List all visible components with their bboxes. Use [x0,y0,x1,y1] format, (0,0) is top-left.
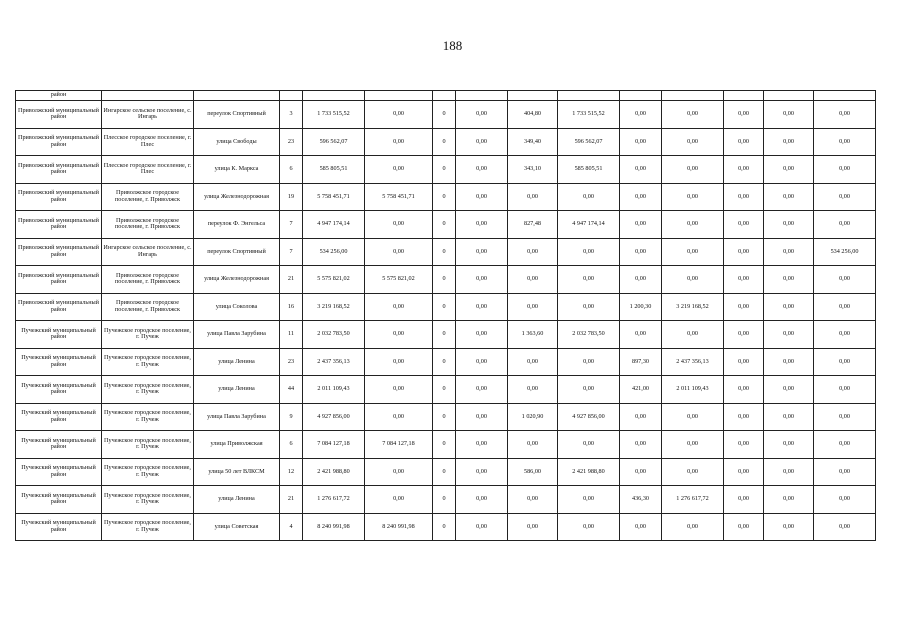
table-cell: Пучежское городское поселение, г. Пучеж [102,513,194,541]
table-cell: 0,00 [558,183,620,211]
table-cell: улица Павла Зарубина [194,403,280,431]
table-cell: Пучежское городское поселение, г. Пучеж [102,348,194,376]
table-cell: 0,00 [456,156,508,184]
table-cell: 534 256,00 [303,238,365,266]
table-row [16,211,876,239]
table-cell: 436,30 [620,486,662,514]
table-cell: Плесское городское поселение, г. Плес [102,156,194,184]
table-cell: 1 363,60 [508,321,558,349]
table-cell: Приволжское городское поселение, г. Приволжск [102,293,194,321]
table-cell: 0,00 [508,183,558,211]
table-cell: улица Соколова [194,293,280,321]
table-cell: 0,00 [456,348,508,376]
table-cell: 596 562,07 [558,128,620,156]
table-cell: переулок Ф. Энгельса [194,211,280,239]
table-cell: 7 [280,211,303,239]
table-cell: 7 084 127,18 [303,431,365,459]
table-cell: улица Железнодорожная [194,183,280,211]
table-cell: 0,00 [365,101,433,129]
table-row [16,348,876,376]
table-cell: Пучежский муниципальный район [16,376,102,404]
table-cell: 5 758 451,71 [365,183,433,211]
table-cell: 0 [433,458,456,486]
table-cell: Приволжское городское поселение, г. Приволжск [102,183,194,211]
table-row [16,238,876,266]
table-cell: 0,00 [365,403,433,431]
table-cell: 0,00 [764,293,814,321]
table-cell: 0,00 [724,266,764,294]
table-cell: 44 [280,376,303,404]
table-cell: Пучежский муниципальный район [16,486,102,514]
table-row [16,486,876,514]
table-cell [508,91,558,101]
table-cell: улица К. Маркса [194,156,280,184]
table-cell: 0,00 [662,513,724,541]
table-cell: 0,00 [814,156,876,184]
table-cell: 0,00 [724,101,764,129]
table-cell: Приволжский муниципальный район [16,156,102,184]
table-cell: 6 [280,156,303,184]
table-cell: 0,00 [764,238,814,266]
table-cell: 1 200,30 [620,293,662,321]
table-cell: Пучежское городское поселение, г. Пучеж [102,321,194,349]
table-cell: 0,00 [365,211,433,239]
table-cell: 19 [280,183,303,211]
table-cell: 0,00 [814,183,876,211]
table-cell: 0,00 [724,321,764,349]
table-cell: улица Ленина [194,486,280,514]
table-cell: 0,00 [620,458,662,486]
table-row [16,128,876,156]
table-cell: 0,00 [456,238,508,266]
table-cell: Приволжский муниципальный район [16,183,102,211]
table-cell: 0,00 [558,376,620,404]
table-cell: 585 805,51 [303,156,365,184]
table-cell: 0,00 [620,266,662,294]
table-cell: 0,00 [764,128,814,156]
table-cell: Пучежский муниципальный район [16,403,102,431]
table-cell: 9 [280,403,303,431]
table-cell: 0 [433,403,456,431]
table-cell [102,91,194,101]
table-cell: 0,00 [764,431,814,459]
table-cell: 5 575 821,02 [365,266,433,294]
table-cell: 0,00 [456,183,508,211]
table-cell: улица Ленина [194,376,280,404]
table-cell: 897,30 [620,348,662,376]
table-row [16,376,876,404]
table-cell [456,91,508,101]
table-cell: 0,00 [508,348,558,376]
table-cell: 2 437 356,13 [662,348,724,376]
table-cell [303,91,365,101]
table-cell: 1 020,90 [508,403,558,431]
table-cell: 0,00 [365,156,433,184]
table-cell: 585 805,51 [558,156,620,184]
table-cell: 0,00 [662,458,724,486]
table-cell: 0,00 [508,376,558,404]
table-cell: 0,00 [558,238,620,266]
table-cell: 8 240 991,98 [365,513,433,541]
table-cell: 0,00 [814,348,876,376]
table-cell: 8 240 991,98 [303,513,365,541]
table-cell: 0 [433,376,456,404]
table-cell: 0,00 [365,321,433,349]
table-cell: 0,00 [508,431,558,459]
table-cell: 4 947 174,14 [558,211,620,239]
table-cell: 586,00 [508,458,558,486]
table-cell [558,91,620,101]
table-cell: 0,00 [456,376,508,404]
table-cell: 0,00 [508,266,558,294]
table-cell: 0,00 [662,266,724,294]
table-cell: 0,00 [662,128,724,156]
table-cell: 0,00 [662,321,724,349]
table-cell: улица 50 лет ВЛКСМ [194,458,280,486]
table-cell: 0,00 [724,403,764,431]
table-row [16,293,876,321]
table-cell: 0 [433,101,456,129]
table-cell: 0,00 [456,403,508,431]
table-cell: 0 [433,156,456,184]
table-cell: 0,00 [724,156,764,184]
table-cell: 0,00 [558,348,620,376]
table-cell [764,91,814,101]
table-cell: Плесское городское поселение, г. Плес [102,128,194,156]
table-cell: 349,40 [508,128,558,156]
table-cell: Пучежское городское поселение, г. Пучеж [102,431,194,459]
table-cell [724,91,764,101]
table-cell: 2 032 783,50 [558,321,620,349]
table-cell: 0,00 [662,211,724,239]
table-cell: 0,00 [724,128,764,156]
table-row [16,266,876,294]
table-cell: 5 758 451,71 [303,183,365,211]
table-cell: 0,00 [764,211,814,239]
table-cell: 0,00 [724,458,764,486]
table-cell: 0,00 [558,293,620,321]
table-cell: 0,00 [814,458,876,486]
table-cell: Пучежское городское поселение, г. Пучеж [102,403,194,431]
table-cell: 0,00 [764,513,814,541]
table-cell: 23 [280,348,303,376]
table-cell: 7 [280,238,303,266]
table-cell: 0,00 [620,403,662,431]
table-cell: 12 [280,458,303,486]
table-cell: Приволжское городское поселение, г. Приволжск [102,211,194,239]
table-cell: 0,00 [508,238,558,266]
table-cell: Ингарское сельское поселение, с. Ингарь [102,101,194,129]
table-cell: 2 421 988,80 [558,458,620,486]
table-cell: 0,00 [620,128,662,156]
table-cell: 404,80 [508,101,558,129]
table-cell: Приволжский муниципальный район [16,238,102,266]
table-cell: 0,00 [620,513,662,541]
table-cell: Пучежский муниципальный район [16,321,102,349]
table-cell: 0,00 [814,101,876,129]
table-cell: 0,00 [620,238,662,266]
table-cell [814,91,876,101]
table-cell: 0,00 [764,403,814,431]
table-cell: 0,00 [456,513,508,541]
table-cell: 1 276 617,72 [303,486,365,514]
table-cell: 0,00 [764,321,814,349]
table-cell: Приволжский муниципальный район [16,101,102,129]
table-row [16,101,876,129]
table-cell: 0,00 [724,348,764,376]
table-cell: 0,00 [724,211,764,239]
table-cell: 0 [433,321,456,349]
table-cell [662,91,724,101]
table-cell: Пучежский муниципальный район [16,513,102,541]
table-cell: 0 [433,431,456,459]
table-cell: 0,00 [456,293,508,321]
table-row [16,156,876,184]
table-cell: 0,00 [724,376,764,404]
table-cell: 5 575 821,02 [303,266,365,294]
table-cell: 0,00 [365,293,433,321]
table-cell: Приволжский муниципальный район [16,293,102,321]
table-cell: 0,00 [365,486,433,514]
table-cell: 0,00 [620,431,662,459]
table-cell: 0,00 [764,376,814,404]
table-cell: 0 [433,348,456,376]
data-table [15,90,876,541]
table-cell: 534 256,00 [814,238,876,266]
table-cell: 2 011 109,43 [662,376,724,404]
table-cell: 0,00 [558,513,620,541]
table-cell: 0,00 [620,211,662,239]
table-cell: 0 [433,486,456,514]
table-cell: 0,00 [764,101,814,129]
table-cell: Приволжский муниципальный район [16,211,102,239]
table-cell: 2 032 783,50 [303,321,365,349]
table-cell: 0,00 [456,211,508,239]
table-cell: 0,00 [365,376,433,404]
table-cell [365,91,433,101]
table-cell: 0,00 [724,183,764,211]
table-cell: 0,00 [456,486,508,514]
page-number: 188 [442,38,463,53]
table-cell: 0,00 [724,513,764,541]
table-cell: Пучежское городское поселение, г. Пучеж [102,486,194,514]
table-cell: улица Железнодорожная [194,266,280,294]
table-cell: переулок Спортивный [194,238,280,266]
table-cell: 0,00 [456,266,508,294]
table-cell: 0,00 [724,238,764,266]
table-cell: 0,00 [724,486,764,514]
table-cell: 0,00 [724,431,764,459]
table-cell: 0 [433,211,456,239]
table-cell: 1 733 515,52 [558,101,620,129]
table-cell: 0,00 [456,458,508,486]
table-cell: 0,00 [620,156,662,184]
table-cell: 7 084 127,18 [365,431,433,459]
table-cell: 6 [280,431,303,459]
table-cell: 4 947 174,14 [303,211,365,239]
table-cell: Пучежский муниципальный район [16,348,102,376]
table-cell: 0,00 [764,183,814,211]
table-cell: 0,00 [365,458,433,486]
table-cell: 11 [280,321,303,349]
table-cell: 0,00 [662,183,724,211]
table-cell: 0,00 [620,101,662,129]
table-cell: 21 [280,486,303,514]
table-cell: 0,00 [620,321,662,349]
table-cell: 343,10 [508,156,558,184]
table-cell: 0,00 [456,128,508,156]
table-cell: 4 927 856,00 [303,403,365,431]
table-cell: 1 276 617,72 [662,486,724,514]
table-cell: 2 437 356,13 [303,348,365,376]
table-cell: 0,00 [662,431,724,459]
table-cell: Приволжское городское поселение, г. Приволжск [102,266,194,294]
table-row [16,321,876,349]
table-cell: 0,00 [508,513,558,541]
table-cell: 0,00 [764,486,814,514]
table-cell: Пучежское городское поселение, г. Пучеж [102,376,194,404]
table-cell: улица Павла Зарубина [194,321,280,349]
table-cell: улица Приволжская [194,431,280,459]
table-body [16,91,876,541]
table-cell: 0,00 [764,156,814,184]
table-cell: 2 011 109,43 [303,376,365,404]
table-cell: 0 [433,183,456,211]
table-cell: 16 [280,293,303,321]
table-row [16,91,876,101]
table-cell: 0,00 [508,486,558,514]
table-row [16,183,876,211]
table-cell: 0,00 [814,266,876,294]
table-cell: 4 927 856,00 [558,403,620,431]
table-row [16,513,876,541]
table-cell: 3 219 168,52 [303,293,365,321]
table-cell: Приволжский муниципальный район [16,128,102,156]
table-cell: 596 562,07 [303,128,365,156]
table-cell: Приволжский муниципальный район [16,266,102,294]
table-row [16,403,876,431]
table-cell: 0,00 [764,348,814,376]
table-cell [194,91,280,101]
table-cell: Пучежский муниципальный район [16,431,102,459]
table-cell: 0,00 [764,458,814,486]
table-cell: 0 [433,128,456,156]
table-cell: 421,00 [620,376,662,404]
table-cell: 0,00 [662,156,724,184]
table-cell: Пучежский муниципальный район [16,458,102,486]
table-cell [620,91,662,101]
table-cell: 0 [433,238,456,266]
table-cell: 4 [280,513,303,541]
table-cell: 3 219 168,52 [662,293,724,321]
table-cell: 0,00 [662,403,724,431]
table-cell: 0,00 [558,431,620,459]
table-cell: 0,00 [662,238,724,266]
table-cell: 23 [280,128,303,156]
table-cell: переулок Спортивный [194,101,280,129]
table-cell: Пучежское городское поселение, г. Пучеж [102,458,194,486]
table-cell: 0 [433,513,456,541]
table-cell: 0,00 [456,321,508,349]
table-cell: 0,00 [508,293,558,321]
table-cell: 0,00 [662,101,724,129]
table-cell [280,91,303,101]
table-cell: 0,00 [724,293,764,321]
table-cell: 0,00 [814,293,876,321]
table-cell: район [16,91,102,101]
table-cell: 0,00 [814,211,876,239]
table-cell: Ингарское сельское поселение, с. Ингарь [102,238,194,266]
table-cell: 0,00 [456,101,508,129]
table-cell: 2 421 988,80 [303,458,365,486]
table-cell: 0,00 [814,486,876,514]
table-cell: улица Свободы [194,128,280,156]
table-cell: 0,00 [365,128,433,156]
table-cell: 0,00 [365,238,433,266]
table-cell: 21 [280,266,303,294]
table-cell: улица Советская [194,513,280,541]
table-cell: улица Ленина [194,348,280,376]
table-cell [433,91,456,101]
table-cell: 0,00 [814,431,876,459]
table-row [16,431,876,459]
table-cell: 0 [433,293,456,321]
table-cell: 0,00 [814,376,876,404]
table-cell: 0,00 [558,266,620,294]
table-cell: 0,00 [814,513,876,541]
table-cell: 0,00 [620,183,662,211]
table-cell: 0,00 [814,321,876,349]
table-cell: 827,48 [508,211,558,239]
table-cell: 1 733 515,52 [303,101,365,129]
table-cell: 0,00 [814,403,876,431]
table-cell: 0,00 [558,486,620,514]
table-cell: 0,00 [814,128,876,156]
table-cell: 0,00 [456,431,508,459]
table-cell: 0,00 [764,266,814,294]
table-cell: 3 [280,101,303,129]
table-row [16,458,876,486]
table-cell: 0 [433,266,456,294]
table-cell: 0,00 [365,348,433,376]
